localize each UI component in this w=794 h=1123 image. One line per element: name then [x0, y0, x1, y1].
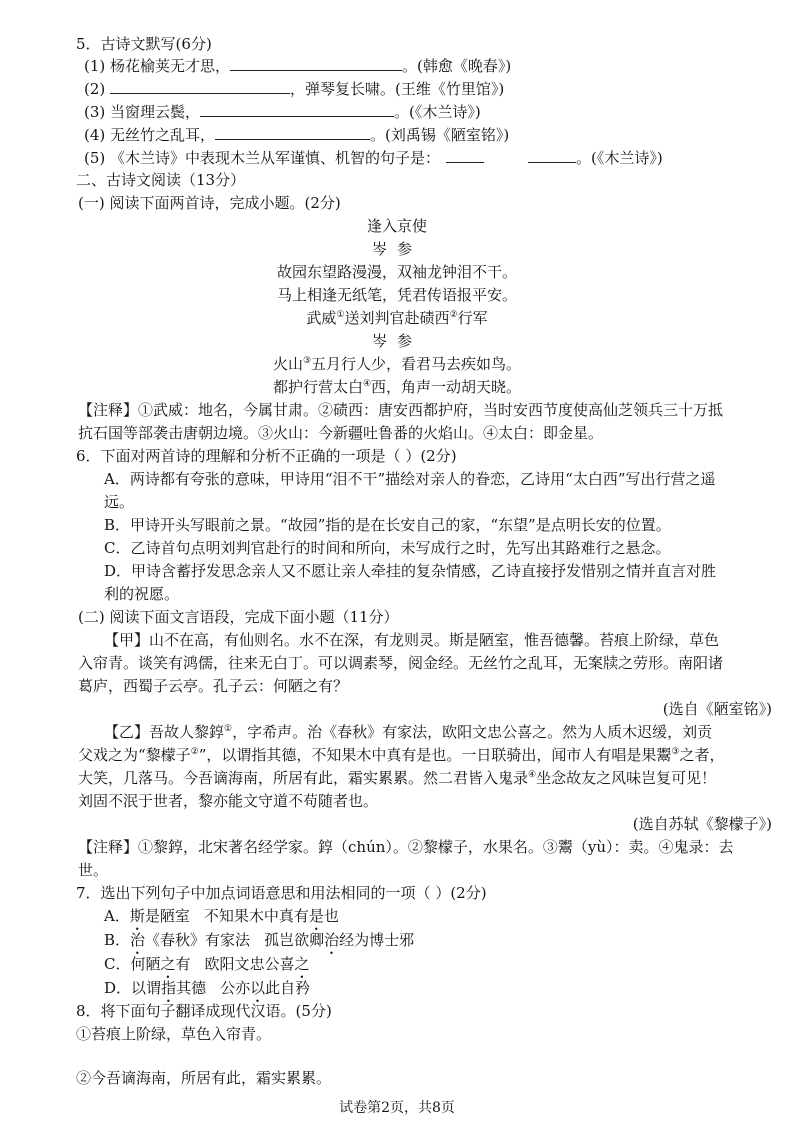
poem-2-title-part-a: 武威	[306, 309, 337, 327]
q7-c-rest-1: 有	[175, 955, 191, 973]
q7-b-rest-1: 《春秋》有家法	[145, 931, 251, 949]
footnote-mark-3: ③	[302, 356, 312, 366]
q7-a-label: A．	[104, 907, 130, 925]
q5-5-answer-blank-1[interactable]	[446, 148, 484, 163]
q7-d-dotted-word-2: 以	[250, 979, 266, 997]
yi-footnote-4: ④	[528, 770, 537, 780]
passage-yi-line-2	[78, 745, 725, 765]
q5-4-prefix: (4) 无丝竹之乱耳，	[84, 126, 216, 144]
passage-jia-line-3: 葛庐，西蜀子云亭。孔子云：何陋之有？	[78, 677, 349, 695]
q7-c-part-2: 欧阳文忠公喜	[204, 955, 295, 973]
poem-2-line-2	[0, 377, 794, 397]
part-one-header: (一) 阅读下面两首诗，完成小题。(2分)	[78, 194, 341, 212]
q7-a-dotted-word-1: 斯	[129, 907, 145, 925]
yi-line-1-part-a: 【乙】吾故人黎錞	[104, 723, 225, 741]
q6-option-a-cont: 远。	[104, 493, 135, 511]
yi-footnote-3: ③	[671, 747, 680, 757]
poem-1-author: 岑参	[371, 240, 422, 258]
passage-jia-line-2: 入帘青。谈笑有鸿儒，往来无白丁。可以调素琴，阅金经。无丝竹之乱耳，无案牍之劳形。南阳诸	[78, 654, 724, 672]
poem-1-line-1: 故园东望路漫漫，双袖龙钟泪不干。	[276, 263, 517, 281]
q5-2-suffix: ，弹琴复长啸。(王维《竹里馆》)	[290, 80, 505, 98]
q5-5-answer-blank-2[interactable]	[528, 148, 576, 163]
footnote-mark-2: ②	[449, 310, 458, 320]
q7-a-rest-1: 是陋室	[144, 907, 190, 925]
q5-1-suffix: 。(韩愈《晚春》)	[402, 57, 512, 75]
q7-d-rest-1: 其德	[176, 979, 207, 997]
q8-sentence-2: ②今吾谪海南，所居有此，霜实累累。	[76, 1069, 332, 1087]
q5-3-suffix: 。(《木兰诗》)	[394, 103, 481, 121]
passage-jia-line-1: 【甲】山不在高，有仙则名。水不在深，有龙则灵。斯是陋室，惟吾德馨。苔痕上阶绿，草色	[104, 631, 720, 649]
q7-b-dotted-word-1: 治	[130, 931, 146, 949]
q5-3-answer-blank[interactable]	[200, 102, 394, 117]
q7-d-part-2: 公亦	[220, 979, 251, 997]
q7-a-dotted-word-2: 是	[308, 907, 324, 925]
yi-line-2-part-c: 之者，	[679, 746, 725, 764]
question-5-2	[84, 79, 504, 99]
q7-a-part-2: 不知果木中真有	[203, 907, 309, 925]
passage-yi-source: (选自苏轼《黎檬子》)	[632, 815, 772, 833]
q5-3-prefix: (3) 当窗理云鬓，	[84, 103, 201, 121]
q5-2-answer-blank[interactable]	[110, 79, 290, 94]
poem-2-line-1-part-b: 五月行人少，看君马去疾如鸟。	[311, 355, 522, 373]
poem-2-line-1-part-a: 火山	[272, 355, 303, 373]
poem-2-author: 岑参	[371, 332, 422, 350]
footnote-mark-4: ④	[362, 379, 372, 389]
question-5-header: 5．古诗文默写(6分)	[76, 35, 212, 53]
question-8-stem: 8．将下面句子翻译成现代汉语。(5分)	[76, 1002, 332, 1020]
question-5-4	[84, 125, 509, 145]
q6-option-d-cont: 利的祝愿。	[104, 585, 180, 603]
notes-2-line-2: 世。	[78, 861, 109, 879]
footnote-mark-1: ①	[336, 310, 345, 320]
q7-b-part-2: 孤岂欲卿	[264, 931, 325, 949]
q7-c-dotted-word-1: 之	[160, 955, 176, 973]
q5-2-prefix: (2)	[84, 80, 111, 98]
q5-4-suffix: 。(刘禹锡《陋室铭》)	[370, 126, 510, 144]
q7-c-dotted-word-2: 之	[294, 955, 310, 973]
passage-yi-line-1	[104, 722, 712, 742]
q7-d-part-1: 以谓	[131, 979, 162, 997]
q6-option-d[interactable]: D．甲诗含蓄抒发思念亲人又不愿让亲人牵挂的复杂情感，乙诗直接抒发惜别之情并直言对胜	[104, 562, 717, 580]
yi-footnote-1: ①	[224, 724, 233, 734]
q7-d-dotted-word-1: 指	[161, 979, 177, 997]
question-5-1	[84, 56, 511, 76]
page-footer: 试卷第2页，共8页	[339, 1100, 455, 1116]
poem-1-line-2: 马上相逢无纸笔，凭君传语报平安。	[276, 286, 517, 304]
passage-yi-line-3	[78, 768, 716, 788]
poem-2-line-2-part-a: 都护行营太白	[272, 378, 363, 396]
poem-2-line-2-part-b: 西，角声一动胡天晓。	[371, 378, 522, 396]
q6-option-c[interactable]: C．乙诗首句点明刘判官赴行的时间和所向，未写成行之时，先写出其路难行之悬念。	[104, 539, 671, 557]
q7-b-rest-2: 经为博士邪	[339, 931, 415, 949]
q5-5-suffix: 。(《木兰诗》)	[576, 149, 663, 167]
question-7-stem: 7．选出下列句子中加点词语意思和用法相同的一项（ ）(2分)	[76, 884, 487, 902]
q5-5-prefix: (5) 《木兰诗》中表现木兰从军谨慎、机智的句子是：	[84, 149, 441, 167]
q5-1-prefix: (1) 杨花榆荚无才思，	[84, 57, 231, 75]
poem-2-title	[0, 308, 794, 328]
question-6-stem: 6．下面对两首诗的理解和分析不正确的一项是（ ）(2分)	[76, 447, 457, 465]
question-5-5	[84, 148, 663, 168]
q6-option-b[interactable]: B．甲诗开头写眼前之景。“故园”指的是在长安自己的家，“东望”是点明长安的位置。	[104, 516, 671, 534]
passage-yi-line-4: 刘固不泯于世者，黎亦能文守道不苟随者也。	[78, 792, 379, 810]
poem-1-title: 逢入京使	[366, 217, 427, 235]
yi-line-2-part-a: 父戏之为“黎檬子	[78, 746, 191, 764]
poem-2-title-part-c: 行军	[457, 309, 488, 327]
notes-1-line-1: 【注释】①武威：地名，今属甘肃。②碛西：唐安西都护府，当时安西节度使高仙芝领兵三十万抵	[78, 401, 724, 419]
poem-2-title-part-b: 送刘判官赴碛西	[344, 309, 450, 327]
question-5-3	[84, 102, 481, 122]
q7-d-label: D．	[104, 979, 132, 997]
poem-2-line-1	[0, 354, 794, 374]
yi-line-1-part-b: ，字希声。治《春秋》有家法，欧阳文忠公喜之。然为人质木迟缓，刘贡	[232, 723, 713, 741]
yi-footnote-2: ②	[190, 747, 199, 757]
q5-4-answer-blank[interactable]	[215, 125, 370, 140]
yi-line-3-part-a: 大笑，几落马。今吾谪海南，所居有此，霜实累累。然二君皆入鬼录	[78, 769, 529, 787]
notes-2-line-1: 【注释】①黎錞，北宋著名经学家。錞（chún）。②黎檬子，水果名。③鬻（yù）：卖。④鬼录：去	[78, 838, 734, 856]
yi-line-2-part-b: ”，以谓指其德，不知果木中真有是也。一日联骑出，闻市人有唱是果鬻	[198, 746, 672, 764]
q7-d-rest-2: 此自矜	[265, 979, 311, 997]
notes-1-line-2: 抗石国等部袭击唐朝边境。③火山：今新疆吐鲁番的火焰山。④太白：即金星。	[78, 424, 604, 442]
q6-option-a[interactable]: A．两诗都有夸张的意味，甲诗用“泪不干”描绘对亲人的眷恋，乙诗用“太白西”写出行营之遥	[104, 470, 716, 488]
q5-1-answer-blank[interactable]	[230, 56, 402, 71]
q7-c-label: C．何陋	[104, 955, 161, 973]
passage-jia-source: (选自《陋室铭》)	[662, 700, 772, 718]
part-two-header: (二) 阅读下面文言语段，完成下面小题（11分）	[78, 608, 399, 626]
q8-sentence-1: ①苔痕上阶绿，草色入帘青。	[76, 1025, 272, 1043]
section-two-header: 二、古诗文阅读（13分）	[76, 171, 246, 189]
q7-b-dotted-word-2: 治	[324, 931, 340, 949]
q7-b-label: B．	[104, 931, 131, 949]
yi-line-3-part-b: 坐念故友之风味岂复可见！	[536, 769, 717, 787]
q7-a-rest-2: 也	[323, 907, 339, 925]
